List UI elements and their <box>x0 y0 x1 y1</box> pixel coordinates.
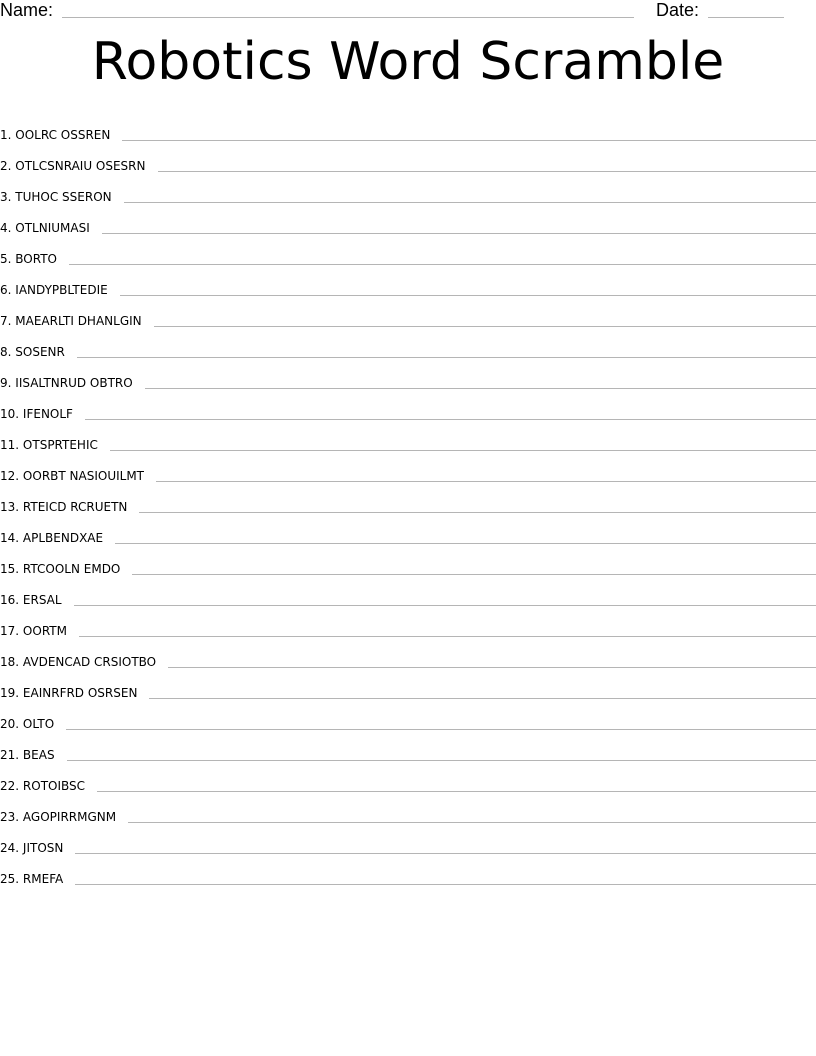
scrambled-letters: AVDENCAD CRSIOTBO <box>22 655 157 669</box>
answer-line <box>122 139 816 141</box>
scrambled-word <box>0 345 65 360</box>
answer-line <box>124 201 816 203</box>
item-number: 7. <box>0 314 12 328</box>
scrambled-letters: OTLCSNRAIU OSESRN <box>15 159 146 173</box>
answer-line <box>168 666 816 668</box>
scrambled-word <box>0 128 110 143</box>
item-number: 20. <box>0 717 20 731</box>
answer-line <box>132 573 816 575</box>
list-item <box>0 236 816 267</box>
scrambled-word <box>0 252 57 267</box>
scrambled-letters: AGOPIRRMGNM <box>22 810 117 824</box>
item-number: 4. <box>0 221 12 235</box>
answer-line <box>79 635 816 637</box>
scrambled-letters: OOLRC OSSREN <box>15 128 111 142</box>
scrambled-letters: IANDYPBLTEDIE <box>15 283 108 297</box>
list-item <box>0 639 816 670</box>
scrambled-letters: JITOSN <box>22 841 64 855</box>
item-number: 13. <box>0 500 20 514</box>
answer-line <box>75 883 816 885</box>
scrambled-letters: SOSENR <box>15 345 65 359</box>
answer-line <box>154 325 816 327</box>
answer-line <box>66 728 816 730</box>
item-number: 22. <box>0 779 20 793</box>
list-item <box>0 298 816 329</box>
list-item <box>0 670 816 701</box>
scrambled-word <box>0 407 73 422</box>
scramble-list <box>0 112 816 887</box>
item-number: 1. <box>0 128 12 142</box>
item-number: 3. <box>0 190 12 204</box>
scrambled-letters: TUHOC SSERON <box>15 190 112 204</box>
item-number: 19. <box>0 686 20 700</box>
scrambled-letters: RTEICD RCRUETN <box>22 500 128 514</box>
scrambled-letters: OORBT NASIOUILMT <box>22 469 145 483</box>
scrambled-word <box>0 190 112 205</box>
item-number: 14. <box>0 531 20 545</box>
answer-line <box>156 480 816 482</box>
scrambled-word <box>0 810 116 825</box>
list-item <box>0 205 816 236</box>
item-number: 21. <box>0 748 20 762</box>
scrambled-word <box>0 841 63 856</box>
answer-line <box>149 697 816 699</box>
list-item <box>0 701 816 732</box>
list-item <box>0 360 816 391</box>
scrambled-word <box>0 686 137 701</box>
worksheet-header <box>0 0 816 24</box>
scrambled-letters: OORTM <box>22 624 67 638</box>
scrambled-letters: APLBENDXAE <box>22 531 104 545</box>
item-number: 5. <box>0 252 12 266</box>
scrambled-letters: ROTOIBSC <box>22 779 86 793</box>
item-number: 18. <box>0 655 20 669</box>
answer-line <box>145 387 816 389</box>
list-item <box>0 112 816 143</box>
answer-line <box>97 790 816 792</box>
item-number: 9. <box>0 376 12 390</box>
scrambled-letters: RMEFA <box>22 872 64 886</box>
list-item <box>0 422 816 453</box>
list-item <box>0 856 816 887</box>
list-item <box>0 577 816 608</box>
scrambled-word <box>0 872 63 887</box>
date-label: Date: <box>656 0 700 20</box>
scrambled-letters: OTLNIUMASI <box>15 221 90 235</box>
item-number: 2. <box>0 159 12 173</box>
scrambled-word <box>0 221 90 236</box>
scrambled-letters: RTCOOLN EMDO <box>22 562 121 576</box>
answer-line <box>75 852 816 854</box>
list-item <box>0 763 816 794</box>
item-number: 23. <box>0 810 20 824</box>
answer-line <box>74 604 816 606</box>
scrambled-letters: IFENOLF <box>22 407 73 421</box>
item-number: 16. <box>0 593 20 607</box>
scrambled-word <box>0 314 142 329</box>
item-number: 12. <box>0 469 20 483</box>
answer-line <box>120 294 816 296</box>
scrambled-letters: MAEARLTI DHANLGIN <box>15 314 142 328</box>
date-field-line <box>708 17 784 18</box>
answer-line <box>69 263 816 265</box>
list-item <box>0 794 816 825</box>
list-item <box>0 484 816 515</box>
answer-line <box>128 821 816 823</box>
scrambled-word <box>0 779 85 794</box>
scrambled-word <box>0 748 55 763</box>
scrambled-word <box>0 593 62 608</box>
scrambled-word <box>0 159 146 174</box>
list-item <box>0 329 816 360</box>
answer-line <box>85 418 816 420</box>
list-item <box>0 546 816 577</box>
list-item <box>0 608 816 639</box>
scrambled-word <box>0 438 98 453</box>
item-number: 15. <box>0 562 20 576</box>
scrambled-word <box>0 624 67 639</box>
list-item <box>0 391 816 422</box>
list-item <box>0 732 816 763</box>
scrambled-word <box>0 562 120 577</box>
answer-line <box>67 759 816 761</box>
item-number: 10. <box>0 407 20 421</box>
list-item <box>0 267 816 298</box>
scrambled-word <box>0 500 127 515</box>
scrambled-letters: IISALTNRUD OBTRO <box>15 376 133 390</box>
list-item <box>0 515 816 546</box>
list-item <box>0 174 816 205</box>
answer-line <box>115 542 816 544</box>
scrambled-word <box>0 531 103 546</box>
scrambled-letters: ERSAL <box>22 593 62 607</box>
scrambled-word <box>0 283 108 298</box>
scrambled-letters: OTSPRTEHIC <box>22 438 98 452</box>
scrambled-letters: BORTO <box>15 252 57 266</box>
list-item <box>0 453 816 484</box>
list-item <box>0 825 816 856</box>
scrambled-word <box>0 469 144 484</box>
answer-line <box>102 232 816 234</box>
scrambled-word <box>0 717 54 732</box>
item-number: 25. <box>0 872 20 886</box>
name-label: Name: <box>0 0 54 20</box>
answer-line <box>77 356 816 358</box>
item-number: 11. <box>0 438 20 452</box>
answer-line <box>158 170 816 172</box>
scrambled-letters: EAINRFRD OSRSEN <box>22 686 138 700</box>
scrambled-letters: BEAS <box>22 748 55 762</box>
list-item <box>0 143 816 174</box>
scrambled-word <box>0 376 133 391</box>
answer-line <box>139 511 816 513</box>
item-number: 24. <box>0 841 20 855</box>
item-number: 17. <box>0 624 20 638</box>
page-title: Robotics Word Scramble <box>91 32 725 92</box>
name-field-line <box>62 17 634 18</box>
scrambled-letters: OLTO <box>22 717 55 731</box>
answer-line <box>110 449 816 451</box>
item-number: 8. <box>0 345 12 359</box>
item-number: 6. <box>0 283 12 297</box>
scrambled-word <box>0 655 156 670</box>
